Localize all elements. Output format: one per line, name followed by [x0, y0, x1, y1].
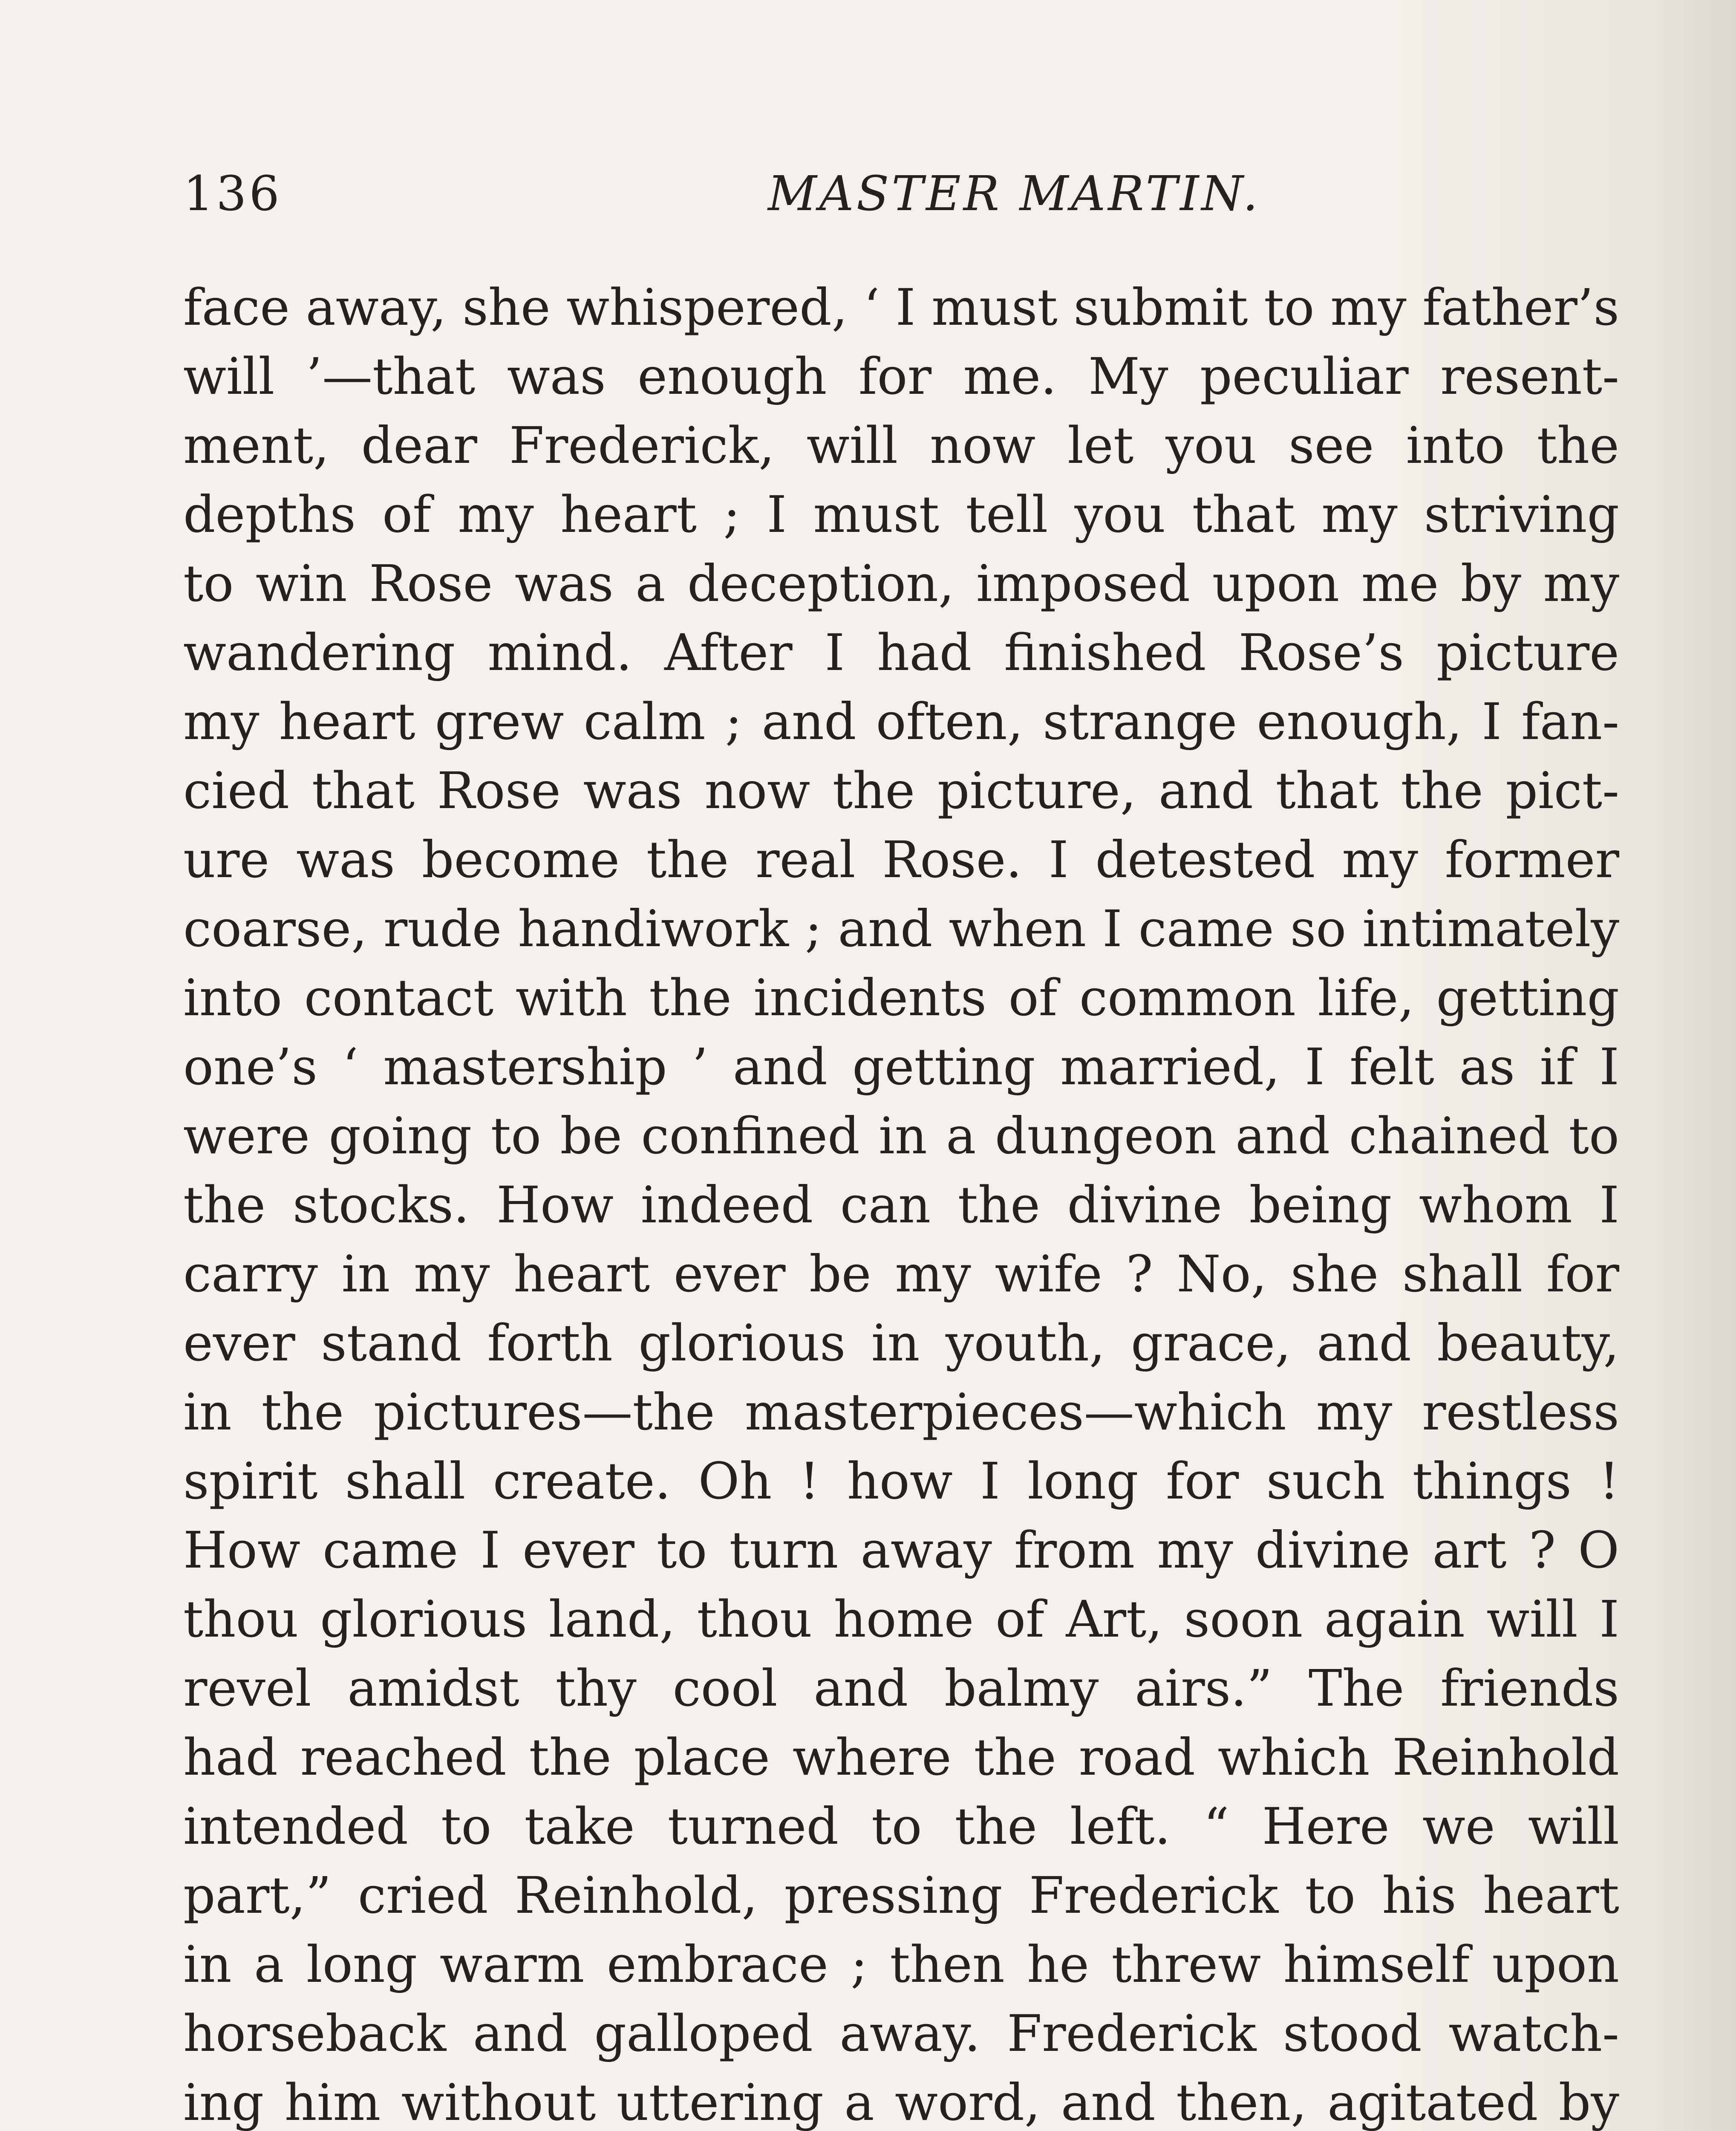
- text-line: will ’—that was enough for me. My peculiar resent-: [183, 347, 1619, 406]
- text-line: one’s ‘ mastership ’ and getting married, I felt as if I: [183, 1037, 1619, 1096]
- text-line: cied that Rose was now the picture, and that the pict-: [183, 761, 1619, 820]
- text-line: wandering mind. After I had finished Rose’s picture: [183, 623, 1619, 682]
- text-line: in a long warm embrace ; then he threw himself upon: [183, 1935, 1619, 1994]
- text-line: spirit shall create. Oh ! how I long for such things !: [183, 1452, 1619, 1510]
- text-line: depths of my heart ; I must tell you that my striving: [183, 485, 1619, 544]
- text-line: ure was become the real Rose. I detested my former: [183, 830, 1619, 889]
- page-number: 136: [183, 166, 282, 222]
- text-line: intended to take turned to the left. “ Here we will: [183, 1797, 1619, 1856]
- text-line: the stocks. How indeed can the divine being whom I: [183, 1175, 1619, 1234]
- running-head: [183, 166, 1619, 226]
- text-line: part,” cried Reinhold, pressing Frederick to his heart: [183, 1866, 1619, 1925]
- text-line: ment, dear Frederick, will now let you see into the: [183, 416, 1619, 475]
- text-line: How came I ever to turn away from my divine art ? O: [183, 1521, 1619, 1579]
- text-line: revel amidst thy cool and balmy airs.” The friends: [183, 1659, 1619, 1718]
- text-line: horseback and galloped away. Frederick stood watch-: [183, 2004, 1619, 2063]
- text-line: coarse, rude handiwork ; and when I came so intimately: [183, 899, 1619, 958]
- text-line: ever stand forth glorious in youth, grace, and beauty,: [183, 1314, 1619, 1372]
- text-line: to win Rose was a deception, imposed upon me by my: [183, 554, 1619, 613]
- text-line: carry in my heart ever be my wife ? No, she shall for: [183, 1245, 1619, 1303]
- text-line: thou glorious land, thou home of Art, soon again will I: [183, 1590, 1619, 1649]
- text-line: had reached the place where the road which Reinhold: [183, 1728, 1619, 1787]
- running-title: MASTER MARTIN.: [768, 166, 1260, 222]
- text-line: my heart grew calm ; and often, strange enough, I fan-: [183, 692, 1619, 751]
- text-line: ing him without uttering a word, and then, agitated by: [183, 2073, 1619, 2131]
- text-line: in the pictures—the masterpieces—which my restless: [183, 1383, 1619, 1441]
- text-line: into contact with the incidents of common life, getting: [183, 968, 1619, 1027]
- text-line: face away, she whispered, ‘ I must submit to my father’s: [183, 278, 1619, 337]
- paragraph-main: [183, 273, 1619, 2131]
- text-line: were going to be confined in a dungeon and chained to: [183, 1106, 1619, 1165]
